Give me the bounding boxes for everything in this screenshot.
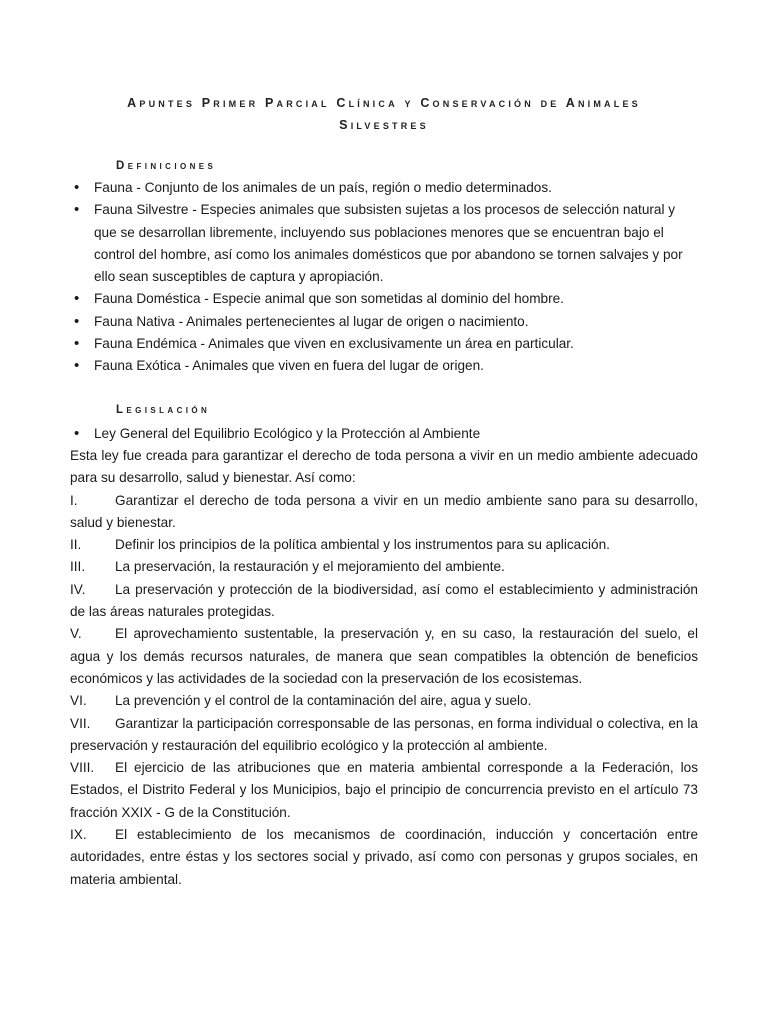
numbered-item [70,623,698,690]
numbered-item [70,579,698,624]
title-line-2: Silvestres [339,118,429,132]
item-text: Garantizar la participación corresponsable de las personas, en forma individual o colectiva, en la preservación y restauración del equilibrio ecológico y la protección al ambiente. [70,715,698,753]
numbered-item [70,757,698,824]
law-list [70,423,698,445]
item-text: El establecimiento de los mecanismos de coordinación, inducción y concertación entre autoridades, entre éstas y los sectores social y privado, así como con personas y grupos sociales, en materia ambiental. [70,827,698,887]
item-text: La preservación y protección de la biodiversidad, así como el establecimiento y administración de las áreas naturales protegidas. [70,581,698,620]
section-heading-legislacion: Legislación [116,404,211,416]
numbered-item [70,713,698,758]
law-body [70,445,698,891]
item-text: Definir los principios de la política ambiental y los instrumentos para su aplicación. [115,537,610,553]
definition-item: • Fauna Silvestre - Especies animales que subsisten sujetas a los procesos de selección natural y que se desarrollan libremente, incluyendo sus poblaciones menores que se encuentran bajo el control del hombre, así como los animales domésticos que por abandono se tornen salvajes y por ello sean susceptibles de captura y apropiación. [70,199,698,288]
definitions-list [70,177,698,378]
item-text: Garantizar el derecho de toda persona a vivir en un medio ambiente sano para su desarrollo, salud y bienestar. [70,492,698,530]
law-intro: Esta ley fue creada para garantizar el derecho de toda persona a vivir en un medio ambiente adecuado para su desarrollo, salud y bienestar. Así como: [70,448,698,486]
item-text: El ejercicio de las atribuciones que en materia ambiental corresponde a la Federación, los Estados, el Distrito Federal y los Municipios, bajo el principio de concurrencia previsto en el artículo 73 fracción XXIX - G de la Constitución. [70,760,698,820]
definition-item: • Fauna Nativa - Animales pertenecientes al lugar de origen o nacimiento. [70,311,698,333]
item-text: La prevención y el control de la contaminación del aire, agua y suelo. [115,693,532,709]
numbered-item [70,690,698,712]
section-heading-definiciones: Definiciones [116,160,217,172]
definition-item: • Fauna - Conjunto de los animales de un país, región o medio determinados. [70,177,698,199]
item-numeral: VI. [70,693,87,709]
item-numeral: III. [70,559,86,575]
definition-item: • Fauna Endémica - Animales que viven en exclusivamente un área en particular. [70,333,698,355]
item-numeral: VII. [70,715,91,731]
item-numeral: VIII. [70,760,95,776]
numbered-item [70,824,698,891]
item-numeral: V. [70,626,82,642]
item-numeral: II. [70,537,82,553]
item-numeral: IX. [70,827,87,843]
definition-item: • Fauna Doméstica - Especie animal que son sometidas al dominio del hombre. [70,288,698,310]
item-text: La preservación, la restauración y el mejoramiento del ambiente. [115,559,505,575]
definition-item: • Fauna Exótica - Animales que viven en fuera del lugar de origen. [70,355,698,377]
title-line-1: Apuntes Primer Parcial Clínica y Conservación de Animales [127,96,641,110]
item-text: El aprovechamiento sustentable, la preservación y, en su caso, la restauración del suelo, el agua y los demás recursos naturales, de manera que sean compatibles la obtención de beneficios económicos y las actividades de la sociedad con la preservación de los ecosistemas. [70,626,698,686]
item-numeral: IV. [70,581,86,597]
law-item: • Ley General del Equilibrio Ecológico y la Protección al Ambiente [70,423,698,445]
numbered-item [70,490,698,535]
numbered-item [70,534,698,556]
item-numeral: I. [70,492,78,508]
numbered-item [70,556,698,578]
document-title [70,92,698,136]
